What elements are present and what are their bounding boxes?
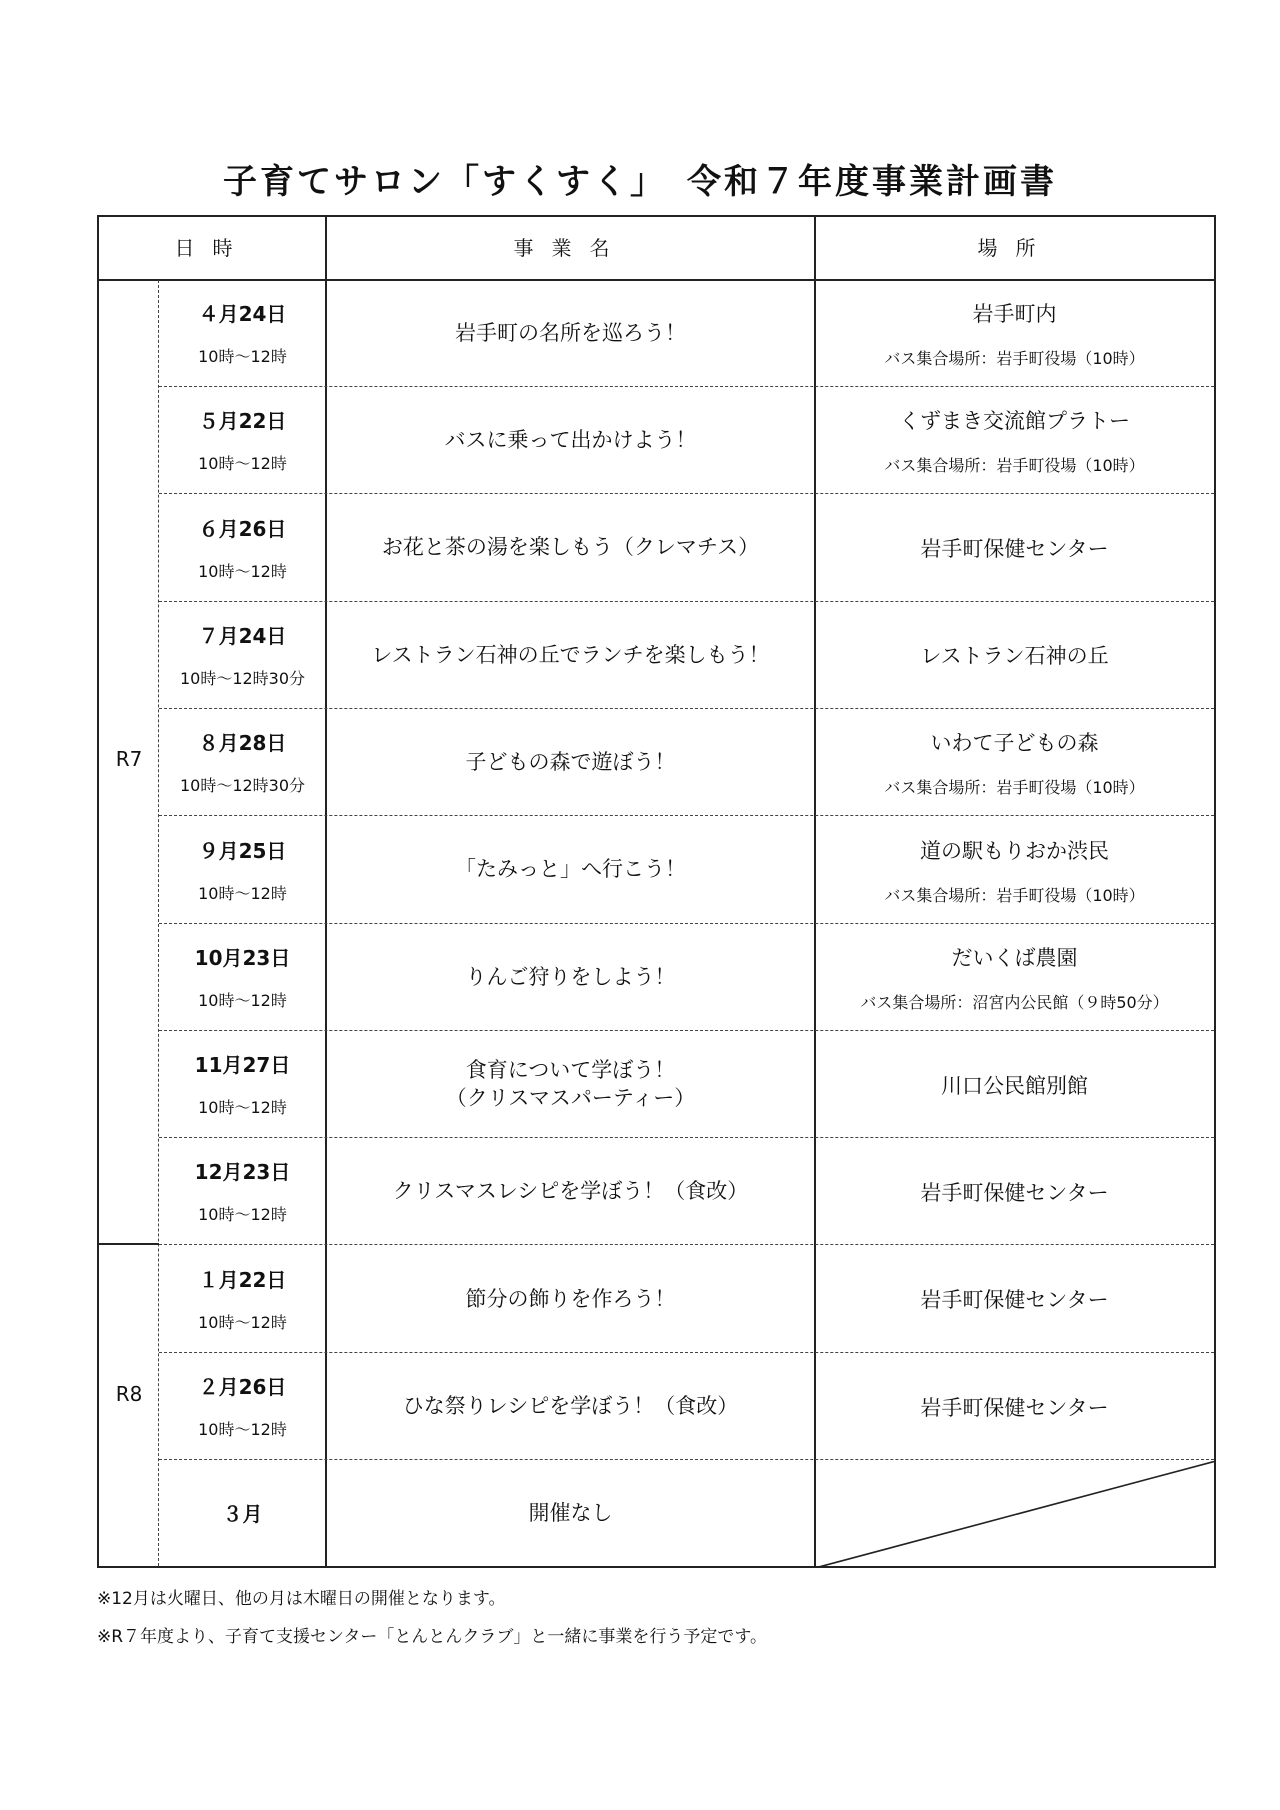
place-name: だいくば農園	[951, 945, 1078, 970]
place-cell	[815, 709, 1214, 816]
place-name: 岩手町内	[972, 302, 1057, 326]
event-cell	[326, 817, 815, 924]
date-text: ９月25日	[198, 838, 287, 863]
place-name: 道の駅もりおか渋民	[920, 838, 1109, 863]
place-cell	[815, 495, 1214, 602]
date-text: 11月27日	[194, 1053, 291, 1078]
event-cell	[326, 1138, 815, 1245]
date-text: ５月22日	[198, 409, 287, 434]
table-row	[99, 280, 1214, 387]
date-text: 12月23日	[194, 1160, 291, 1185]
footnote-day: ※12月は火曜日、他の月は木曜日の開催となります。	[97, 1589, 506, 1609]
time-text: 10時～12時	[198, 1420, 287, 1439]
event-cell	[326, 280, 815, 387]
place-name: 岩手町保健センター	[920, 1395, 1109, 1420]
event-name: 子どもの森で遊ぼう！	[465, 750, 676, 775]
event-name: 開催なし	[528, 1501, 613, 1526]
table-row	[99, 387, 1214, 494]
table-row	[99, 817, 1214, 924]
event-name: 食育について学ぼう！	[465, 1058, 676, 1083]
era-label-r7: R7	[115, 747, 143, 771]
date-text: １月22日	[198, 1267, 287, 1292]
page-title: 子育てサロン「すくすく」 令和７年度事業計画書	[223, 162, 1057, 202]
table-row	[99, 602, 1214, 709]
time-text: 10時～12時30分	[179, 668, 306, 688]
event-name: 「たみっと」へ行こう！	[455, 857, 686, 882]
place-cell	[815, 1031, 1214, 1138]
date-text: ４月24日	[198, 302, 287, 326]
meeting-point-note: バス集合場所：岩手町役場（10時）	[884, 456, 1145, 476]
place-cell	[815, 280, 1214, 387]
footnotes	[97, 1580, 767, 1656]
event-name: レストラン石神の丘でランチを楽しもう！	[371, 642, 770, 667]
place-cell	[815, 924, 1214, 1031]
place-name: レストラン石神の丘	[920, 644, 1109, 669]
place-cell	[815, 1138, 1214, 1245]
event-name: 節分の飾りを作ろう！	[465, 1286, 676, 1311]
event-cell	[326, 709, 815, 816]
date-text: ６月26日	[198, 516, 287, 541]
place-name: 岩手町保健センター	[920, 1288, 1109, 1313]
time-text: 10時～12時30分	[179, 776, 306, 796]
table-row	[99, 495, 1214, 602]
event-name: ひな祭りレシピを学ぼう！（食改）	[402, 1393, 739, 1418]
meeting-point-note: バス集合場所：岩手町役場（10時）	[884, 778, 1145, 798]
event-cell	[326, 1460, 815, 1567]
event-name: バスに乗って出かけよう！	[444, 428, 697, 453]
footnote-joint-program: ※R７年度より、子育て支援センター「とんとんクラブ」と一緒に事業を行う予定です。	[97, 1627, 768, 1647]
event-name: お花と茶の湯を楽しもう（クレマチス）	[381, 535, 760, 560]
event-cell	[326, 495, 815, 602]
time-text: 10時～12時	[198, 454, 287, 474]
time-text: 10時～12時	[198, 561, 287, 581]
date-text: 10月23日	[194, 945, 291, 970]
table-row	[99, 1031, 1214, 1138]
date-cell	[159, 817, 326, 924]
time-text: 10時～12時	[198, 990, 287, 1010]
table-row	[99, 1353, 1214, 1460]
place-name: 岩手町保健センター	[920, 537, 1109, 562]
event-cell	[326, 924, 815, 1031]
time-text: 10時～12時	[198, 883, 287, 903]
event-cell	[326, 1353, 815, 1460]
date-cell	[159, 1246, 326, 1353]
schedule-table	[97, 215, 1216, 1568]
date-text: ３月	[222, 1502, 263, 1527]
date-cell	[159, 1353, 326, 1460]
meeting-point-note: バス集合場所：岩手町役場（10時）	[884, 349, 1145, 368]
place-name: くずまき交流館プラトー	[899, 409, 1130, 434]
event-cell	[326, 602, 815, 709]
place-cell	[815, 817, 1214, 924]
date-cell	[159, 1460, 326, 1567]
table-row	[99, 1246, 1214, 1353]
meeting-point-note: バス集合場所：沼宮内公民館（９時50分）	[860, 992, 1169, 1012]
date-cell	[159, 602, 326, 709]
date-cell	[159, 387, 326, 494]
event-cell	[326, 1031, 815, 1138]
time-text: 10時～12時	[198, 347, 287, 366]
date-cell	[159, 280, 326, 387]
empty-place-diagonal	[815, 1461, 1216, 1568]
event-name: クリスマスレシピを学ぼう！（食改）	[392, 1179, 749, 1204]
meeting-point-note: バス集合場所：岩手町役場（10時）	[884, 885, 1145, 905]
date-text: ２月26日	[198, 1375, 287, 1399]
header-event: 事業名	[513, 236, 628, 260]
header-place: 場所	[977, 236, 1054, 260]
time-text: 10時～12時	[198, 1098, 287, 1118]
place-name: 岩手町保健センター	[920, 1180, 1109, 1205]
table-row	[99, 924, 1214, 1031]
event-cell	[326, 1246, 815, 1353]
place-cell	[815, 602, 1214, 709]
place-cell	[815, 1353, 1214, 1460]
date-cell	[159, 924, 326, 1031]
place-name: 川口公民館別館	[941, 1073, 1088, 1098]
header-date: 日時	[174, 236, 251, 260]
place-cell	[815, 387, 1214, 494]
time-text: 10時～12時	[198, 1312, 287, 1332]
date-cell	[159, 495, 326, 602]
date-cell	[159, 1031, 326, 1138]
event-cell	[326, 387, 815, 494]
date-cell	[159, 709, 326, 816]
table-row	[99, 709, 1214, 816]
event-name: りんご狩りをしよう！	[465, 964, 676, 989]
date-text: ７月24日	[198, 623, 287, 648]
date-cell	[159, 1138, 326, 1245]
time-text: 10時～12時	[198, 1205, 287, 1225]
event-name: （クリスマスパーティー）	[445, 1085, 696, 1110]
place-cell	[815, 1246, 1214, 1353]
table-row	[99, 1138, 1214, 1245]
era-label-r8: R8	[115, 1382, 143, 1406]
event-name: 岩手町の名所を巡ろう！	[455, 320, 686, 345]
place-name: いわて子どもの森	[930, 731, 1099, 756]
date-text: ８月28日	[198, 731, 287, 756]
